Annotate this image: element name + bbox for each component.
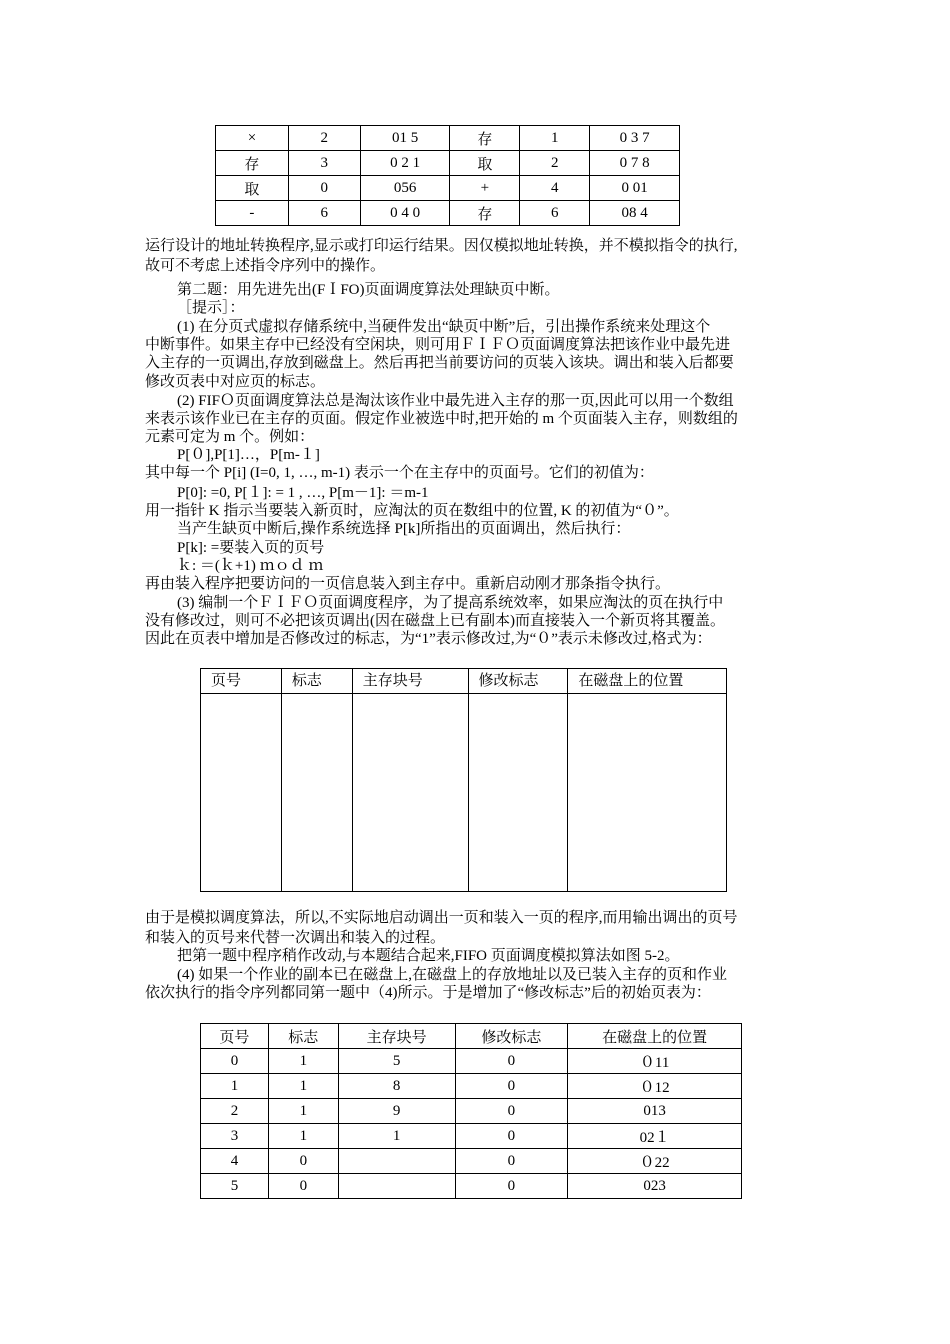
text-line: P[０],P[1]…，P[m-１] <box>177 447 320 463</box>
text-line: 第二题：用先进先出(FＩFO)页面调度算法处理缺页中断。 <box>177 282 560 298</box>
table-cell: 4 <box>520 176 590 201</box>
table-cell: 6 <box>288 201 360 226</box>
text-line: 把第一题中程序稍作改动,与本题结合起来,FIFO 页面调度模拟算法如图 5-2。 <box>177 948 680 964</box>
table-row <box>216 176 680 201</box>
empty-cell <box>201 694 282 892</box>
text-line: 再由装入程序把要访问的一页信息装入到主存中。重新启动刚才那条指令执行。 <box>145 576 671 592</box>
table-cell: 存 <box>450 201 520 226</box>
table-cell: 1 <box>268 1124 338 1149</box>
table-cell: 0 <box>455 1049 568 1074</box>
table-cell: 8 <box>338 1074 455 1099</box>
table-cell: 0 <box>201 1049 269 1074</box>
table-cell: 056 <box>360 176 450 201</box>
text-line: 修改页表中对应页的标志。 <box>145 374 326 390</box>
column-header: 修改标志 <box>468 669 568 694</box>
text-line: P[k]: =要装入页的页号 <box>177 540 325 556</box>
table-row <box>201 1074 742 1099</box>
table-cell <box>338 1174 455 1199</box>
table-cell: 0 <box>455 1149 568 1174</box>
table-cell: 9 <box>338 1099 455 1124</box>
table-cell <box>338 1149 455 1174</box>
table-cell: 5 <box>201 1174 269 1199</box>
table-row <box>201 1124 742 1149</box>
table-cell: 0 <box>268 1149 338 1174</box>
table-cell: 01 5 <box>360 126 450 151</box>
table-cell: 3 <box>288 151 360 176</box>
text-line: ｋ: ＝(ｋ+1) ｍｏｄ ｍ <box>177 558 324 574</box>
table-row <box>201 1149 742 1174</box>
text-line: 入主存的一页调出,存放到磁盘上。然后再把当前要访问的页装入该块。调出和装入后都要 <box>145 355 734 371</box>
table-cell: 1 <box>268 1049 338 1074</box>
table-cell: 0 4 0 <box>360 201 450 226</box>
table-cell: × <box>216 126 289 151</box>
column-header: 页号 <box>201 1024 269 1049</box>
empty-cell <box>281 694 352 892</box>
table-cell: 2 <box>520 151 590 176</box>
table-cell: 1 <box>268 1099 338 1124</box>
table-cell: + <box>450 176 520 201</box>
table-cell: 1 <box>201 1074 269 1099</box>
column-header: 页号 <box>201 669 282 694</box>
empty-cell <box>352 694 468 892</box>
text-line: 运行设计的地址转换程序,显示或打印运行结果。因仅模拟地址转换，并不模拟指令的执行, <box>145 238 738 254</box>
column-header: 主存块号 <box>352 669 468 694</box>
column-header: 修改标志 <box>455 1024 568 1049</box>
column-header: 主存块号 <box>338 1024 455 1049</box>
text-line: 元素可定为 m 个。例如： <box>145 429 315 445</box>
text-line: 故可不考虑上述指令序列中的操作。 <box>145 258 386 274</box>
text-line: 中断事件。如果主存中已经没有空闲块，则可用ＦＩＦＯ页面调度算法把该作业中最先进 <box>145 337 731 353</box>
table-cell: 取 <box>216 176 289 201</box>
text-line: 由于是模拟调度算法，所以,不实际地启动调出一页和装入一页的程序,而用输出调出的页号 <box>145 910 738 926</box>
table-cell: 0 <box>268 1174 338 1199</box>
column-header: 标志 <box>268 1024 338 1049</box>
table-cell: 1 <box>268 1074 338 1099</box>
table-cell: - <box>216 201 289 226</box>
table-cell: 2 <box>201 1099 269 1124</box>
table-cell: ０11 <box>568 1049 742 1074</box>
table-cell: 0 2 1 <box>360 151 450 176</box>
text-line: (3) 编制一个ＦＩＦＯ页面调度程序，为了提高系统效率，如果应淘汰的页在执行中 <box>177 595 724 611</box>
table-cell: 0 <box>455 1099 568 1124</box>
table-cell: 存 <box>216 151 289 176</box>
table-cell: 0 <box>288 176 360 201</box>
text-line: 因此在页表中增加是否修改过的标志，为“1”表示修改过,为“０”表示未修改过,格式为： <box>145 631 712 647</box>
text-line: 和装入的页号来代替一次调出和装入的过程。 <box>145 930 446 946</box>
table-row <box>201 1049 742 1074</box>
empty-cell <box>568 694 727 892</box>
table-row <box>216 126 680 151</box>
table-cell: 0 01 <box>590 176 680 201</box>
text-line: 其中每一个 P[i] (I=0, 1, …, m-1) 表示一个在主存中的页面号。它们的初值为： <box>145 465 654 481</box>
text-line: 没有修改过，则可不必把该页调出(因在磁盘上已有副本)而直接装入一个新页将其覆盖。 <box>145 613 725 629</box>
table-cell: 4 <box>201 1149 269 1174</box>
table-cell: 存 <box>450 126 520 151</box>
empty-cell <box>468 694 568 892</box>
table-cell: ０12 <box>568 1074 742 1099</box>
table-cell: 1 <box>520 126 590 151</box>
text-line: (1) 在分页式虚拟存储系统中,当硬件发出“缺页中断”后，引出操作系统来处理这个 <box>177 319 711 335</box>
column-header: 在磁盘上的位置 <box>568 1024 742 1049</box>
text-line: 当产生缺页中断后,操作系统选择 P[k]所指出的页面调出，然后执行： <box>177 521 631 537</box>
text-line: (4) 如果一个作业的副本已在磁盘上,在磁盘上的存放地址以及已装入主存的页和作业 <box>177 967 727 983</box>
table-cell: 023 <box>568 1174 742 1199</box>
table-cell: 取 <box>450 151 520 176</box>
table-cell: 1 <box>338 1124 455 1149</box>
table-cell: 0 <box>455 1174 568 1199</box>
text-line: 依次执行的指令序列都同第一题中（4)所示。于是增加了“修改标志”后的初始页表为： <box>145 985 711 1001</box>
table-cell: ０22 <box>568 1149 742 1174</box>
column-header: 标志 <box>281 669 352 694</box>
initial-page-table <box>200 1023 742 1199</box>
table-cell: 3 <box>201 1124 269 1149</box>
text-line: ［提示］： <box>177 300 245 316</box>
text-line: (2) FIFＯ页面调度算法总是淘汰该作业中最先进入主存的那一页,因此可以用一个数组 <box>177 393 734 409</box>
table-cell: 0 3 7 <box>590 126 680 151</box>
table-cell: 013 <box>568 1099 742 1124</box>
column-header: 在磁盘上的位置 <box>568 669 727 694</box>
instruction-table <box>215 125 680 226</box>
table-cell: 0 <box>455 1074 568 1099</box>
table-row <box>216 151 680 176</box>
page-table-format <box>200 668 727 892</box>
table-cell: 0 <box>455 1124 568 1149</box>
text-line: 来表示该作业已在主存的页面。假定作业被选中时,把开始的 m 个页面装入主存，则数组的 <box>145 411 738 427</box>
table-cell: 0 7 8 <box>590 151 680 176</box>
table-row <box>201 1099 742 1124</box>
table-cell: 02１ <box>568 1124 742 1149</box>
table-cell: 5 <box>338 1049 455 1074</box>
text-line: 用一指针 K 指示当要装入新页时，应淘汰的页在数组中的位置, K 的初值为“０”。 <box>145 503 679 519</box>
table-cell: 6 <box>520 201 590 226</box>
table-cell: 08 4 <box>590 201 680 226</box>
text-line: P[0]: =0, P[１]: = 1 , …, P[m－1]: ＝m-1 <box>177 485 429 501</box>
table-cell: 2 <box>288 126 360 151</box>
table-row <box>216 201 680 226</box>
table-row <box>201 1174 742 1199</box>
